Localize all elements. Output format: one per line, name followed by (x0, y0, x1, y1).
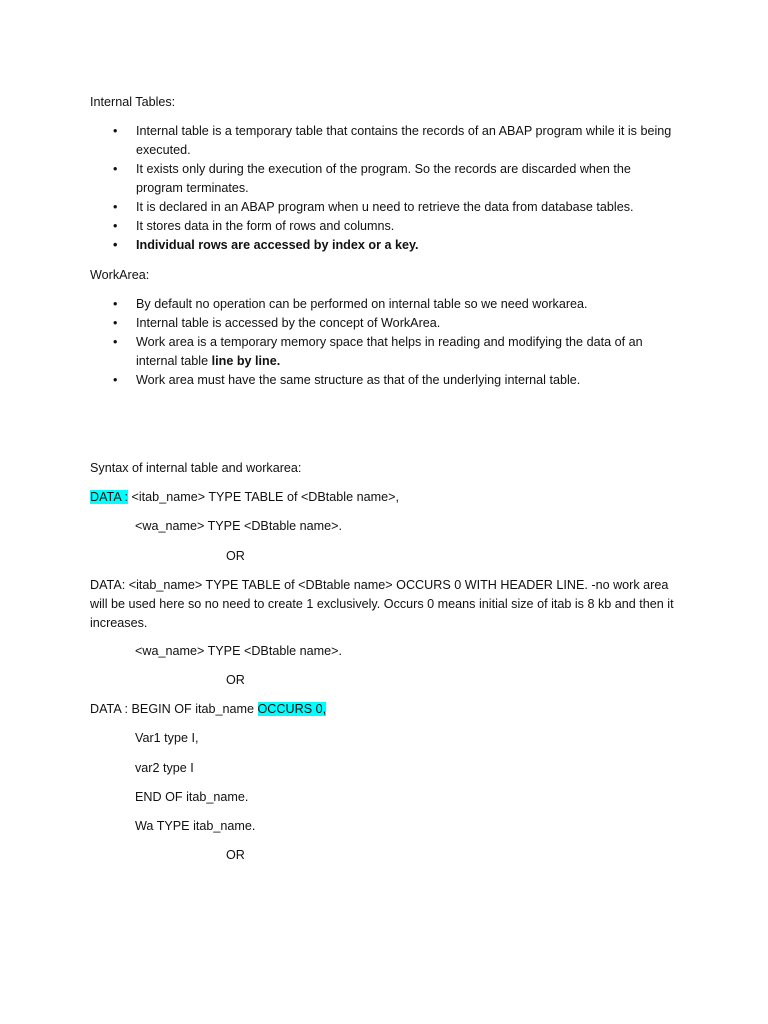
syntax-line-wa-type: <wa_name> TYPE <DBtable name>. (135, 519, 342, 533)
list-item: • It exists only during the execution of the program. So the records are discarded when the program terminates. (90, 160, 680, 198)
workarea-list (90, 295, 680, 390)
syntax-line-begin-of (90, 701, 326, 717)
highlighted-keyword: DATA : (90, 490, 129, 504)
list-item-bold-text: line by line. (211, 354, 281, 368)
syntax-paragraph-occurs: DATA: <itab_name> TYPE TABLE of <DBtable name> OCCURS 0 WITH HEADER LINE. -no work area will be used here so no need to create 1 exclusively. Occurs 0 means initial size of itab is 8 kb and then it increases. (90, 578, 674, 630)
list-item: • Internal table is a temporary table that contains the records of an ABAP program while it is being executed. (90, 122, 680, 160)
syntax-line-var1: Var1 type I, (135, 731, 199, 745)
highlighted-keyword: OCCURS 0, (257, 702, 327, 716)
syntax-text: <itab_name> TYPE TABLE of <DBtable name>, (128, 490, 399, 504)
or-separator: OR (226, 673, 245, 687)
list-item: • Internal table is accessed by the concept of WorkArea. (90, 314, 680, 333)
syntax-line-wa-type-itab: Wa TYPE itab_name. (135, 819, 256, 833)
syntax-line-data-type-table (90, 489, 399, 505)
syntax-text: DATA : BEGIN OF itab_name (90, 702, 258, 716)
syntax-line-wa-type: <wa_name> TYPE <DBtable name>. (135, 644, 342, 658)
list-item: • By default no operation can be performed on internal table so we need workarea. (90, 295, 680, 314)
syntax-line-end-of: END OF itab_name. (135, 790, 249, 804)
workarea-heading: WorkArea: (90, 268, 150, 282)
or-separator: OR (226, 549, 245, 563)
list-item: • It is declared in an ABAP program when u need to retrieve the data from database tables. (90, 198, 680, 217)
list-item: • Individual rows are accessed by index or a key. (90, 236, 680, 255)
internal-tables-heading: Internal Tables: (90, 95, 176, 109)
list-item: • It stores data in the form of rows and columns. (90, 217, 680, 236)
list-item-text: Work area is a temporary memory space that helps in reading and modifying the data of an internal table (136, 335, 643, 368)
list-item (90, 333, 680, 371)
syntax-heading: Syntax of internal table and workarea: (90, 461, 302, 475)
syntax-line-var2: var2 type I (135, 761, 194, 775)
internal-tables-list (90, 122, 680, 255)
list-item: • Work area must have the same structure as that of the underlying internal table. (90, 371, 680, 390)
or-separator: OR (226, 848, 245, 862)
